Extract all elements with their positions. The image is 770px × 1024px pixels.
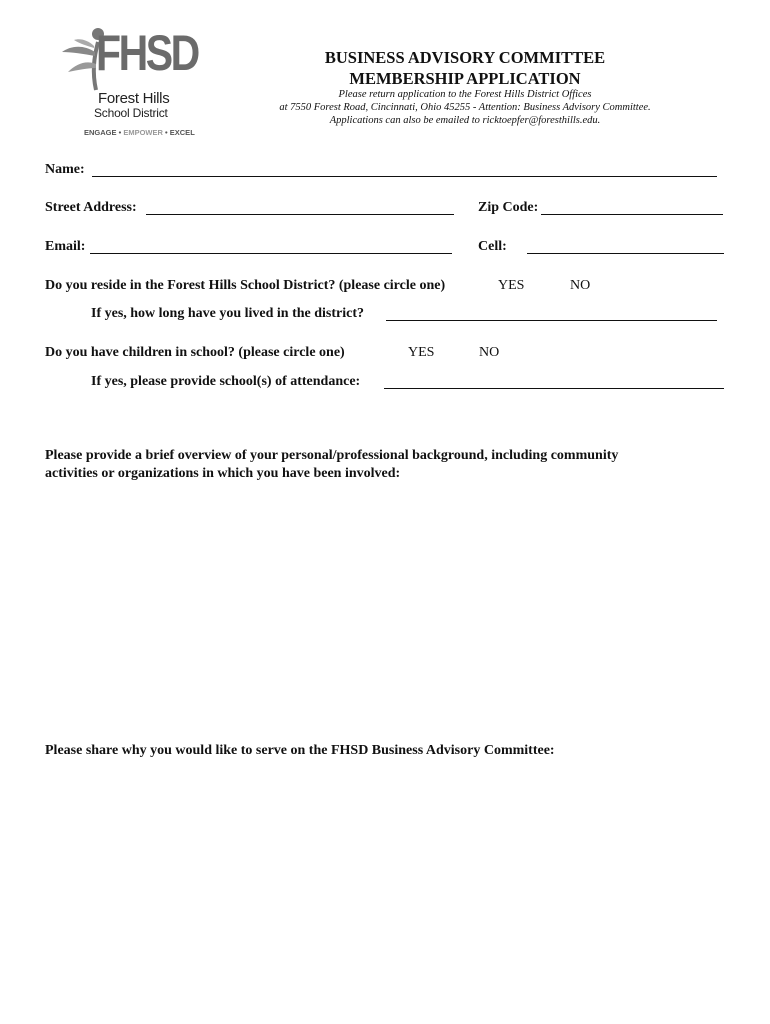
reside-question: Do you reside in the Forest Hills School District? (please circle one) — [45, 278, 446, 293]
reside-yes-option[interactable]: YES — [498, 278, 525, 293]
district-logo — [58, 22, 208, 142]
street-address-field[interactable] — [146, 214, 454, 215]
logo-tagline: ENGAGE • EMPOWER • EXCEL — [84, 128, 195, 137]
background-answer-area[interactable] — [45, 490, 725, 730]
form-title-line2: MEMBERSHIP APPLICATION — [349, 69, 581, 88]
why-serve-answer-area[interactable] — [45, 765, 725, 995]
children-yes-option[interactable]: YES — [408, 345, 435, 360]
schools-field[interactable] — [384, 388, 724, 389]
cell-field[interactable] — [527, 253, 724, 254]
instructions-line3: Applications can also be emailed to ricktoepfer@foresthills.edu. — [329, 115, 601, 126]
zip-code-label: Zip Code: — [478, 200, 539, 215]
logo-name-line1: Forest Hills — [98, 90, 170, 107]
form-title-line1: BUSINESS ADVISORY COMMITTEE — [324, 48, 606, 67]
cell-label: Cell: — [478, 239, 507, 254]
background-prompt-line1: Please provide a brief overview of your personal/professional background, including community — [45, 448, 619, 463]
children-question: Do you have children in school? (please circle one) — [45, 345, 345, 360]
email-label: Email: — [45, 239, 86, 254]
name-field[interactable] — [92, 176, 717, 177]
why-serve-prompt: Please share why you would like to serve on the FHSD Business Advisory Committee: — [45, 743, 555, 758]
instructions-line2: at 7550 Forest Road, Cincinnati, Ohio 45255 - Attention: Business Advisory Committee. — [279, 102, 651, 113]
name-label: Name: — [45, 162, 85, 177]
children-no-option[interactable]: NO — [479, 345, 500, 360]
instructions-line1: Please return application to the Forest Hills District Offices — [338, 89, 592, 100]
email-field[interactable] — [90, 253, 452, 254]
schools-question: If yes, please provide school(s) of attendance: — [91, 374, 361, 389]
reside-no-option[interactable]: NO — [570, 278, 591, 293]
how-long-question: If yes, how long have you lived in the district? — [91, 306, 365, 321]
logo-mark: FHSD — [96, 25, 198, 81]
logo-name-line2: School District — [94, 106, 168, 120]
zip-code-field[interactable] — [541, 214, 723, 215]
how-long-field[interactable] — [386, 320, 717, 321]
background-prompt-line2: activities or organizations in which you have been involved: — [45, 466, 401, 481]
street-address-label: Street Address: — [45, 200, 137, 215]
